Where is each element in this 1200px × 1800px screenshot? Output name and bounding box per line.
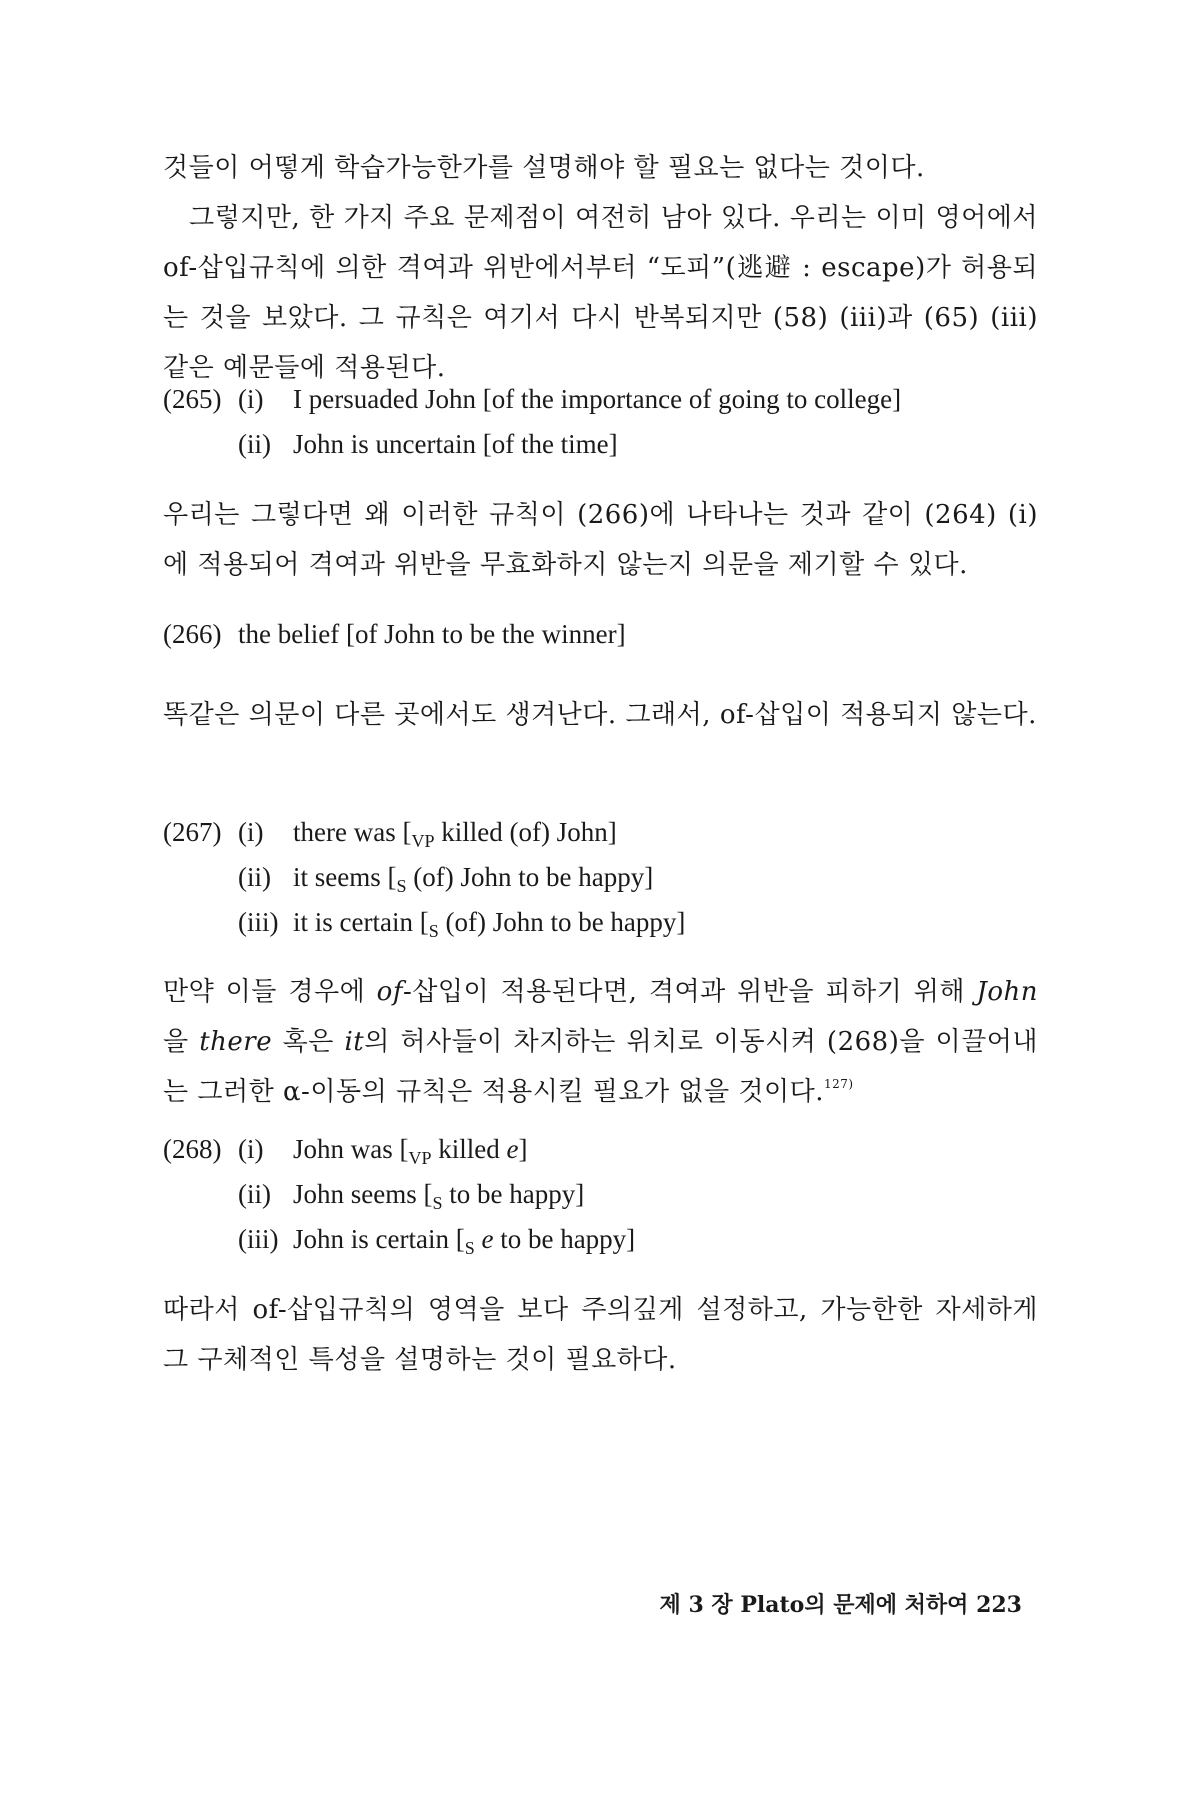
paragraph-text: 우리는 그렇다면 왜 이러한 규칙이 (266)에 나타나는 것과 같이 (264) (i)에 적용되어 격여과 위반을 무효화하지 않는지 의문을 제기할 수 있다. xyxy=(163,500,1038,580)
empty-category: e xyxy=(481,1224,494,1254)
example-sentence xyxy=(293,1127,528,1172)
example-267 xyxy=(163,810,1038,945)
empty-category: e xyxy=(506,1134,519,1164)
paragraph-continuation xyxy=(163,143,1038,193)
example-number: (265) xyxy=(163,384,222,414)
example-266 xyxy=(163,612,1038,657)
example-sub-label: (i) xyxy=(238,1134,264,1164)
example-number: (268) xyxy=(163,1134,222,1164)
category-subscript: VP xyxy=(408,1148,432,1168)
paragraph-text: -삽입이 적용된다면, 격여과 위반을 피하기 위해 xyxy=(402,977,977,1007)
sentence-part: to be happy] xyxy=(442,1179,585,1209)
sentence-part: to be happy] xyxy=(493,1224,636,1254)
sentence-part: it is certain [ xyxy=(293,907,429,937)
example-sub-label: (ii) xyxy=(238,429,271,459)
paragraph-text: 따라서 of-삽입규칙의 영역을 보다 주의깊게 설정하고, 가능한한 자세하게 그 구체적인 특성을 설명하는 것이 필요하다. xyxy=(163,1295,1038,1375)
example-sentence: the belief [of John to be the winner] xyxy=(238,619,626,649)
paragraph-text: 의 허사들이 차지하는 위치로 이동시켜 (268)을 이끌어내는 그러한 α-이동의 규칙은 적용시킬 필요가 없을 것이다. xyxy=(163,1027,1038,1107)
italic-term: John xyxy=(976,977,1038,1007)
example-sentence: John is uncertain [of the time] xyxy=(293,429,618,459)
sentence-part: John is certain [ xyxy=(293,1224,465,1254)
example-sub-label: (iii) xyxy=(238,907,279,937)
sentence-part: killed xyxy=(431,1134,507,1164)
category-subscript: S xyxy=(432,1193,443,1213)
sentence-part: ] xyxy=(518,1134,528,1164)
paragraph-text: 혹은 xyxy=(272,1027,345,1057)
sentence-part: (of) John to be happy] xyxy=(406,862,654,892)
sentence-part: (of) John to be happy] xyxy=(438,907,686,937)
footnote-marker: 127) xyxy=(824,1077,854,1091)
example-sentence xyxy=(293,1172,584,1217)
example-sentence: I persuaded John [of the importance of going to college] xyxy=(293,384,902,414)
example-sentence xyxy=(293,810,617,855)
example-number: (267) xyxy=(163,817,222,847)
paragraph-question xyxy=(163,490,1038,590)
example-sentence xyxy=(293,855,653,900)
sentence-part: John was [ xyxy=(293,1134,409,1164)
example-sub-label: (ii) xyxy=(238,862,271,892)
paragraph-text: 것들이 어떻게 학습가능한가를 설명해야 할 필요는 없다는 것이다. xyxy=(163,153,925,183)
example-268 xyxy=(163,1127,1038,1262)
category-subscript: S xyxy=(464,1238,475,1258)
example-sub-label: (ii) xyxy=(238,1179,271,1209)
example-sub-label: (i) xyxy=(238,384,264,414)
paragraph-text: 을 xyxy=(163,1027,200,1057)
italic-term: it xyxy=(344,1027,365,1057)
sentence-part: there was [ xyxy=(293,817,412,847)
category-subscript: S xyxy=(428,921,439,941)
paragraph-of-insertion-problem xyxy=(163,193,1038,393)
paragraph-text: 똑같은 의문이 다른 곳에서도 생겨난다. 그래서, of-삽입이 적용되지 않는다. xyxy=(163,700,1037,730)
paragraph-text: 그렇지만, 한 가지 주요 문제점이 여전히 남아 있다. 우리는 이미 영어에서 of-삽입규칙에 의한 격여과 위반에서부터 “도피”(逃避 : escape)가 허용되는 것을 보았다. 그 규칙은 여기서 다시 반복되지만 (58) (iii)과 (65) (iii) 같은 예문들에 적용된다. xyxy=(163,203,1038,383)
category-subscript: S xyxy=(396,876,407,896)
example-number: (266) xyxy=(163,619,222,649)
paragraph-alpha-movement xyxy=(163,967,1038,1121)
category-subscript: VP xyxy=(411,831,435,851)
paragraph-conclusion xyxy=(163,1285,1038,1385)
example-sub-label: (iii) xyxy=(238,1224,279,1254)
sentence-part: John seems [ xyxy=(293,1179,433,1209)
running-footer: 제 3 장 Plato의 문제에 처하여 223 xyxy=(659,1592,1022,1618)
example-sentence xyxy=(293,1217,635,1262)
sentence-part: it seems [ xyxy=(293,862,397,892)
paragraph-same-question xyxy=(163,690,1038,740)
paragraph-text: 만약 이들 경우에 xyxy=(163,977,377,1007)
italic-term: of xyxy=(376,977,403,1007)
sentence-part: killed (of) John] xyxy=(434,817,617,847)
example-sentence xyxy=(293,900,685,945)
italic-term: there xyxy=(199,1027,273,1057)
example-sub-label: (i) xyxy=(238,817,264,847)
example-265 xyxy=(163,377,1038,467)
